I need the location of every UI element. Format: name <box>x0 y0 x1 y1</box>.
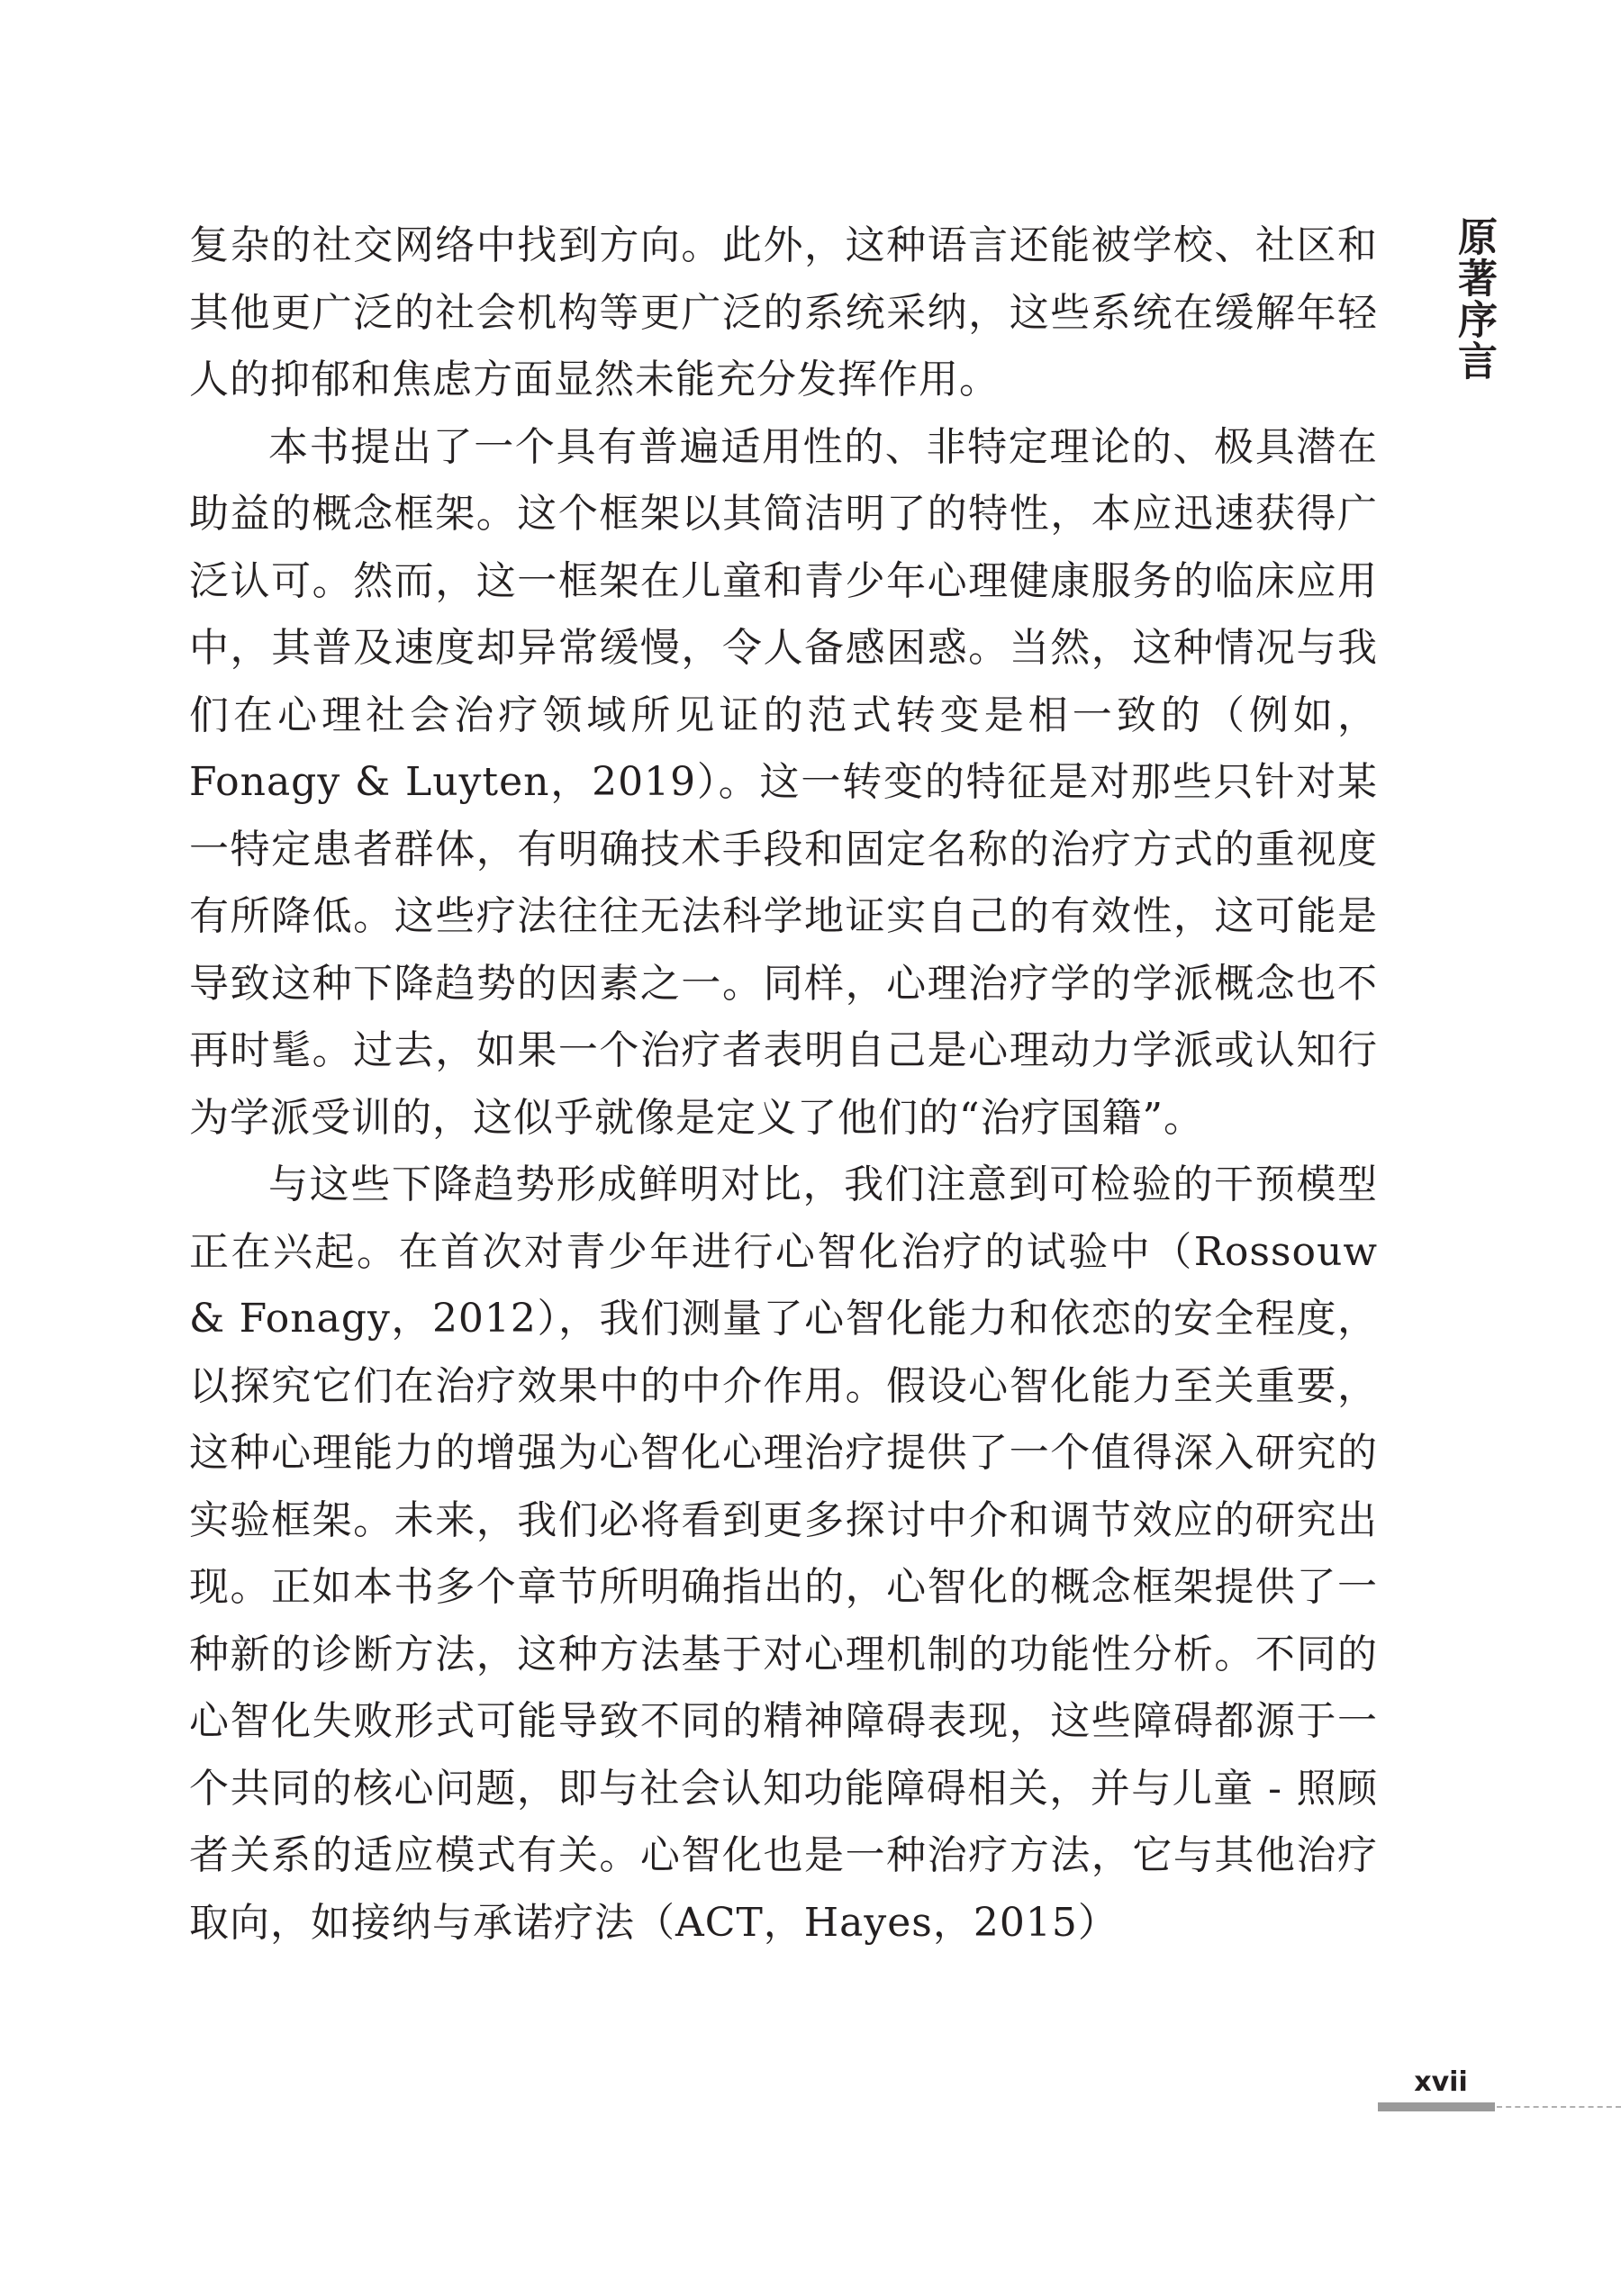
page-number: xvii <box>1414 2066 1468 2098</box>
section-side-title: 原著序言 <box>1451 216 1497 382</box>
paragraph-3: 与这些下降趋势形成鲜明对比，我们注意到可检验的干预模型正在兴起。在首次对青少年进行心智化治疗的试验中（Rossouw & Fonagy，2012），我们测量了心智化能力和依恋的安全程度，以探究它们在治疗效果中的中介作用。假设心智化能力至关重要，这种心理能力的增强为心智化心理治疗提供了一个值得深入研究的实验框架。未来，我们必将看到更多探讨中介和调节效应的研究出现。正如本书多个章节所明确指出的，心智化的概念框架提供了一种新的诊断方法，这种方法基于对心理机制的功能性分析。不同的心智化失败形式可能导致不同的精神障碍表现，这些障碍都源于一个共同的核心问题，即与社会认知功能障碍相关，并与儿童 - 照顾者关系的适应模式有关。心智化也是一种治疗方法，它与其他治疗取向，如接纳与承诺疗法（ACT，Hayes，2015） <box>189 1162 1378 1946</box>
body-text <box>189 212 1378 1957</box>
footer-bar <box>1378 2102 1495 2111</box>
paragraph-2: 本书提出了一个具有普遍适用性的、非特定理论的、极具潜在助益的概念框架。这个框架以其简洁明了的特性，本应迅速获得广泛认可。然而，这一框架在儿童和青少年心理健康服务的临床应用中，其普及速度却异常缓慢，令人备感困惑。当然，这种情况与我们在心理社会治疗领域所见证的范式转变是相一致的（例如，Fonagy & Luyten，2019）。这一转变的特征是对那些只针对某一特定患者群体，有明确技术手段和固定名称的治疗方式的重视度有所降低。这些疗法往往无法科学地证实自己的有效性，这可能是导致这种下降趋势的因素之一。同样，心理治疗学的学派概念也不再时髦。过去，如果一个治疗者表明自己是心理动力学派或认知行为学派受训的，这似乎就像是定义了他们的“治疗国籍”。 <box>189 423 1378 1141</box>
paragraph-1: 复杂的社交网络中找到方向。此外，这种语言还能被学校、社区和其他更广泛的社会机构等更广泛的系统采纳，这些系统在缓解年轻人的抑郁和焦虑方面显然未能充分发挥作用。 <box>189 222 1378 402</box>
footer-dashed-line <box>1497 2106 1621 2108</box>
